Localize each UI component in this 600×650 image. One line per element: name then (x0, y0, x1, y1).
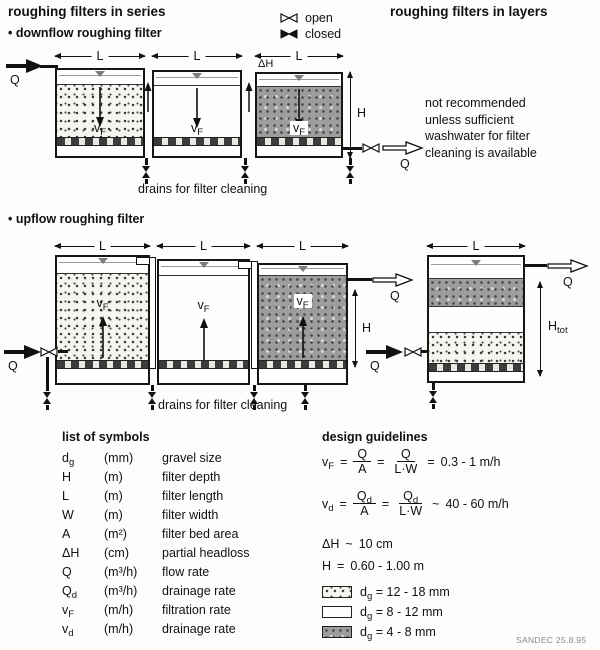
underdrain-channel (57, 369, 148, 383)
filtration-rate-label (197, 298, 210, 315)
symbol-base: L (62, 489, 69, 503)
symbol-sub: d (71, 590, 78, 601)
water-zone (159, 261, 248, 275)
symbol-row (62, 451, 312, 470)
vf-sub: F (197, 127, 204, 138)
symbol-desc: drainage rate (162, 622, 236, 636)
downcomer-pipe (149, 257, 156, 369)
denominator: A (360, 504, 369, 519)
symbols-heading: list of symbols (62, 430, 150, 444)
symbol-base: v (62, 603, 69, 617)
dim-length-layers (427, 239, 525, 253)
vf-base: v (292, 121, 300, 135)
vf-base: v (96, 296, 103, 310)
depth-guideline (322, 559, 424, 573)
vf-sub: F (328, 460, 335, 472)
water-level-icon (471, 260, 481, 266)
symbol-unit: (cm) (104, 546, 129, 560)
dg-sub: g (366, 611, 373, 622)
upflow-arrow-icon (97, 316, 109, 358)
downflow-tank-coarse (55, 68, 145, 158)
underdrain-strip (57, 360, 148, 369)
layers-filter-tank (427, 255, 525, 383)
vf-lhs (322, 454, 335, 472)
numerator: Q (353, 447, 371, 462)
symbol-unit: (m³/h) (104, 565, 138, 579)
outlet-flow-label: Q (400, 157, 410, 171)
symbol-desc: gravel size (162, 451, 222, 465)
closed-valve-icon (300, 391, 310, 405)
equals-sign: = (340, 454, 348, 469)
symbols-table (62, 451, 312, 641)
drain-pipe (46, 357, 49, 391)
denominator: A (358, 462, 367, 477)
upflow-tank-medium (157, 259, 250, 385)
downflow-tank-fine (255, 72, 343, 158)
gravel-bed-medium (159, 275, 248, 360)
closed-valve-icon (240, 165, 250, 179)
open-valve-icon (280, 13, 298, 23)
dh-symbol: ΔH (322, 537, 340, 551)
closed-valve-icon (280, 29, 298, 39)
approx-sign: ~ (345, 537, 353, 551)
symbol-unit: (mm) (104, 451, 134, 465)
dim-length-label: L (92, 49, 109, 64)
drain-stub (432, 404, 435, 409)
filtration-rate-label (293, 294, 311, 311)
water-level-icon (98, 258, 108, 264)
symbol-sub: d (68, 628, 74, 639)
symbol-base: d (62, 451, 69, 465)
symbol-row (62, 565, 312, 584)
drain-pipe (145, 158, 148, 165)
outlet-pipe (341, 147, 362, 150)
upflow-arrow-icon (297, 316, 309, 358)
equals-sign: = (427, 454, 435, 469)
guidelines-heading: design guidelines (322, 430, 428, 444)
layer-medium (429, 306, 523, 332)
dim-length-label: L (94, 239, 111, 254)
gravel-legend-medium (322, 605, 443, 622)
gravel-size-value: 12 - 18 mm (386, 585, 450, 599)
gravel-size-value: 8 - 12 mm (386, 605, 443, 619)
numerator (353, 489, 376, 504)
htot-base: H (548, 319, 558, 333)
vf-sub: F (100, 127, 107, 138)
h-value: 0.60 - 1.00 m (350, 559, 424, 573)
inlet-pipe (58, 350, 68, 353)
outlet-pipe (346, 278, 372, 281)
closed-valve-icon (147, 391, 157, 405)
drain-stub (349, 179, 352, 184)
upflow-tank-fine (257, 263, 348, 385)
qd-sub: d (412, 495, 419, 506)
equals-sign: = (375, 605, 384, 619)
symbol-sub: F (68, 609, 75, 620)
water-level-icon (294, 75, 304, 81)
water-level-icon (199, 262, 209, 268)
symbol-unit: (m³/h) (104, 584, 138, 598)
page-title-layers: roughing filters in layers (390, 4, 548, 19)
filtration-rate-label (290, 121, 308, 138)
equals-sign: = (377, 454, 385, 469)
dim-length-3 (255, 49, 343, 63)
drain-stub (304, 405, 307, 410)
medium-pattern-swatch (322, 606, 352, 618)
coarse-pattern-swatch (322, 586, 352, 598)
symbol-unit: (m/h) (104, 603, 134, 617)
outlet-flow-arrow-icon (382, 140, 424, 156)
fine-pattern-swatch (322, 626, 352, 638)
drain-stub (151, 405, 154, 410)
downflow-tank-medium (152, 70, 242, 158)
dg-base: d (360, 605, 367, 619)
open-valve-icon (404, 347, 422, 357)
vf-sub: F (299, 127, 306, 138)
symbol-desc: flow rate (162, 565, 210, 579)
closed-valve-icon (42, 391, 52, 405)
upflow-channel-arrow-icon (244, 82, 254, 112)
layer-coarse (429, 332, 523, 363)
underdrain-channel (429, 372, 523, 381)
symbol-base: Q (62, 565, 72, 579)
fraction-qd-lw (395, 489, 426, 519)
h-symbol: H (322, 559, 332, 573)
dh-value: 10 cm (358, 537, 393, 551)
symbol-row (62, 603, 312, 622)
dg-base: d (360, 625, 367, 639)
dim-total-depth-label (548, 319, 568, 336)
symbol-row (62, 527, 312, 546)
not-recommended-note: not recommended unless sufficient washwater for filter cleaning is available (425, 96, 537, 160)
symbol-unit: (m) (104, 470, 123, 484)
underdrain-channel (57, 146, 143, 156)
vf-formula (322, 447, 500, 477)
equals-sign: = (337, 559, 345, 573)
fraction-q-lw (390, 447, 421, 477)
symbol-base: Q (62, 584, 72, 598)
dim-length-2 (152, 49, 242, 63)
inlet-flow-label: Q (8, 359, 18, 373)
symbol-unit: (m) (104, 489, 123, 503)
underdrain-strip (159, 360, 248, 369)
inlet-flow-label: Q (10, 73, 20, 87)
dim-depth (355, 290, 356, 367)
inlet-flow-arrow-icon (6, 58, 44, 74)
denominator: L·W (399, 504, 423, 519)
symbol-row (62, 508, 312, 527)
outlet-flow-arrow-icon (372, 272, 414, 288)
symbol-desc: filter width (162, 508, 219, 522)
water-zone (154, 72, 240, 85)
qd-sub: d (366, 495, 372, 506)
water-level-icon (192, 73, 202, 79)
gravel-bed-fine (259, 275, 346, 360)
vf-base: v (296, 294, 303, 308)
underdrain-strip (429, 363, 523, 372)
underdrain-channel (259, 369, 346, 383)
vf-range-value: 0.3 - 1 m/h (440, 454, 501, 469)
dim-depth-label: H (362, 321, 372, 335)
vf-sub: F (203, 304, 210, 315)
water-zone (257, 74, 341, 86)
dim-length-label: L (294, 239, 311, 254)
drain-pipe (432, 383, 435, 390)
dim-length-label: L (195, 239, 212, 254)
credit-stamp: SANDEC 25.8.95 (516, 635, 587, 645)
closed-valve-icon (345, 165, 355, 179)
symbol-base: ΔH (62, 546, 80, 560)
page-title-series: roughing filters in series (8, 4, 166, 19)
valve-legend-open-row (280, 11, 341, 25)
gravel-bed-medium (154, 85, 240, 137)
filtration-rate-label (96, 296, 109, 313)
dim-length-label: L (468, 239, 485, 254)
htot-sub: tot (557, 325, 568, 336)
upflow-arrow-icon (198, 318, 210, 360)
dg-sub: g (366, 591, 373, 602)
valve-legend (280, 11, 341, 41)
water-zone (259, 265, 346, 275)
symbol-base: H (62, 470, 72, 484)
water-level-icon (298, 266, 308, 272)
vf-base: v (197, 298, 204, 312)
drains-caption: drains for filter cleaning (138, 182, 268, 196)
equals-sign: = (339, 496, 347, 511)
closed-valve-icon (428, 390, 438, 404)
gravel-bed-coarse (57, 273, 148, 360)
drains-caption: drains for filter cleaning (158, 398, 288, 412)
valve-legend-closed-row (280, 27, 341, 41)
inlet-flow-arrow-icon (4, 344, 42, 360)
symbol-desc: filtration rate (162, 603, 231, 617)
upflow-heading: • upflow roughing filter (8, 212, 145, 226)
symbol-unit: (m) (104, 508, 123, 522)
underdrain-strip (259, 360, 346, 369)
symbol-desc: drainage rate (162, 584, 236, 598)
symbol-desc: filter depth (162, 470, 221, 484)
symbol-row (62, 489, 312, 508)
symbol-row (62, 622, 312, 641)
equals-sign: = (375, 625, 384, 639)
upflow-diagram (0, 238, 600, 418)
symbol-base: v (62, 622, 69, 636)
closed-valve-icon (141, 165, 151, 179)
qd-base: Q (403, 489, 413, 503)
vd-lhs (322, 496, 334, 514)
open-valve-icon (40, 347, 58, 357)
symbol-unit: (m/h) (104, 622, 134, 636)
water-zone (57, 70, 143, 84)
valve-legend-open-label: open (305, 11, 333, 25)
vd-base: v (322, 496, 329, 511)
dg-sub: g (366, 631, 373, 642)
gravel-bed-fine (257, 86, 341, 137)
outlet-flow-label: Q (390, 289, 400, 303)
numerator (399, 489, 422, 504)
equals-sign: = (381, 496, 390, 511)
dim-length-1 (55, 49, 145, 63)
layer-fine (429, 278, 523, 306)
outlet-flow-label: Q (563, 275, 573, 289)
dim-length-2 (157, 239, 250, 253)
symbol-row (62, 584, 312, 603)
symbol-desc: filter length (162, 489, 224, 503)
symbol-row (62, 470, 312, 489)
dim-length-label: L (291, 49, 308, 64)
underdrain-channel (154, 146, 240, 156)
gravel-bed-coarse (57, 84, 143, 137)
water-zone (429, 257, 523, 278)
valve-legend-closed-label: closed (305, 27, 342, 41)
fraction-qd-a (353, 489, 376, 519)
symbol-unit: (m²) (104, 527, 127, 541)
vf-base: v (190, 121, 198, 135)
vd-range-value: 40 - 60 m/h (445, 496, 509, 511)
dim-depth-label: H (357, 106, 367, 120)
qd-base: Q (356, 489, 367, 503)
outlet-pipe (523, 264, 547, 267)
symbol-desc: filter bed area (162, 527, 239, 541)
inlet-pipe (421, 350, 429, 353)
fraction-q-a (353, 447, 371, 477)
upflow-tank-coarse (55, 255, 150, 385)
inlet-flow-label: Q (370, 359, 380, 373)
dim-length-label: L (189, 49, 206, 64)
vd-sub: d (328, 502, 334, 514)
downflow-heading: • downflow roughing filter (8, 26, 162, 40)
filtration-rate-label (93, 121, 107, 138)
underdrain-strip (257, 137, 341, 146)
dim-length-3 (257, 239, 348, 253)
vf-sub: F (302, 300, 309, 311)
vf-base: v (93, 121, 101, 135)
water-zone (57, 257, 148, 273)
drain-pipe (349, 158, 352, 165)
symbol-row (62, 546, 312, 565)
symbol-sub: g (68, 457, 75, 468)
gravel-legend-fine (322, 625, 436, 642)
vd-formula (322, 489, 509, 519)
equals-sign: = (375, 585, 384, 599)
denominator: L·W (394, 462, 418, 477)
underdrain-channel (159, 369, 248, 383)
symbol-desc: partial headloss (162, 546, 250, 560)
gravel-legend-coarse (322, 585, 450, 602)
dim-depth (350, 72, 351, 158)
gravel-size-value: 4 - 8 mm (386, 625, 436, 639)
underdrain-channel (257, 146, 341, 156)
symbol-base: A (62, 527, 71, 541)
symbol-base: W (62, 508, 74, 522)
numerator: Q (397, 447, 415, 462)
symbols-section (62, 430, 312, 641)
vf-sub: F (102, 302, 109, 313)
underdrain-strip (57, 137, 143, 146)
outlet-flow-arrow-icon (547, 258, 589, 274)
filtration-rate-label (190, 121, 204, 138)
open-valve-icon (362, 143, 380, 153)
drain-stub (46, 405, 49, 410)
vf-base: v (322, 454, 329, 469)
drain-pipe (244, 158, 247, 165)
inlet-flow-arrow-icon (366, 344, 404, 360)
dim-total-depth (540, 282, 541, 376)
underdrain-strip (154, 137, 240, 146)
approx-sign: ~ (432, 496, 440, 511)
dg-base: d (360, 585, 367, 599)
dim-length-1 (55, 239, 150, 253)
headloss-guideline (322, 537, 393, 551)
water-level-icon (95, 71, 105, 77)
headloss-label: ΔH (258, 58, 274, 70)
